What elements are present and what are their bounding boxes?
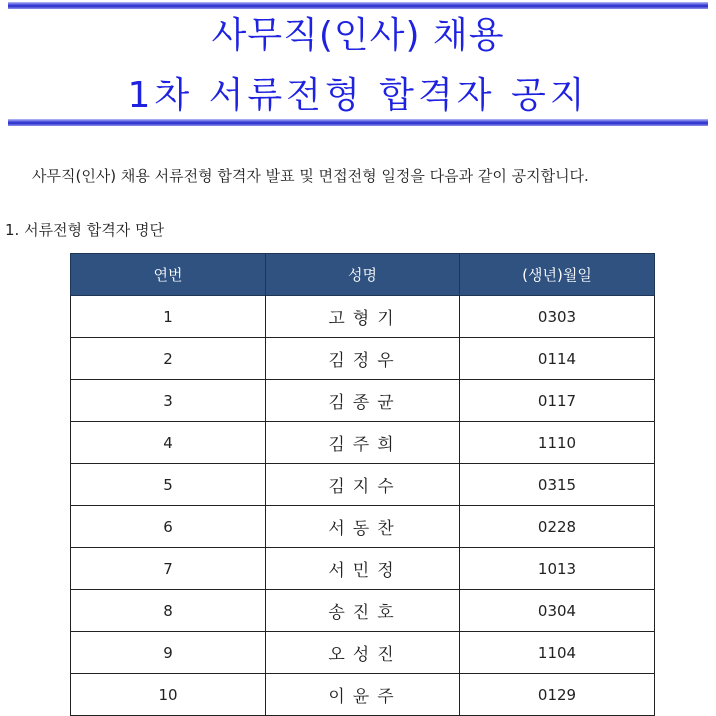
cell-name: 고형기	[266, 296, 460, 338]
table-row	[71, 422, 655, 464]
table-row	[71, 548, 655, 590]
intro-paragraph: 사무직(인사) 채용 서류전형 합격자 발표 및 면접전형 일정을 다음과 같이 공지합니다.	[32, 167, 589, 185]
page-title-line2: 1차 서류전형 합격자 공지	[127, 75, 589, 116]
cell-birthdate: 0303	[460, 296, 655, 338]
page-title-line1: 사무직(인사) 채용	[211, 15, 505, 56]
cell-birthdate: 0117	[460, 380, 655, 422]
table-row	[71, 380, 655, 422]
cell-number: 7	[71, 548, 266, 590]
cell-birthdate: 1104	[460, 632, 655, 674]
table-row	[71, 338, 655, 380]
cell-name: 김종균	[266, 380, 460, 422]
cell-number: 10	[71, 674, 266, 716]
table-row	[71, 674, 655, 716]
cell-name: 김지수	[266, 464, 460, 506]
cell-birthdate: 0315	[460, 464, 655, 506]
cell-birthdate: 1110	[460, 422, 655, 464]
cell-number: 9	[71, 632, 266, 674]
cell-number: 4	[71, 422, 266, 464]
section-heading-applicant-list: 1. 서류전형 합격자 명단	[5, 221, 165, 239]
cell-number: 6	[71, 506, 266, 548]
cell-name: 이윤주	[266, 674, 460, 716]
table-row	[71, 590, 655, 632]
cell-birthdate: 1013	[460, 548, 655, 590]
cell-name: 오성진	[266, 632, 460, 674]
cell-birthdate: 0228	[460, 506, 655, 548]
cell-name: 서동찬	[266, 506, 460, 548]
cell-birthdate: 0114	[460, 338, 655, 380]
cell-number: 8	[71, 590, 266, 632]
column-header-birthdate: (생년)월일	[460, 254, 655, 296]
cell-name: 서민정	[266, 548, 460, 590]
cell-name: 김정우	[266, 338, 460, 380]
cell-birthdate: 0129	[460, 674, 655, 716]
table-header-row	[71, 254, 655, 296]
cell-number: 3	[71, 380, 266, 422]
applicant-table	[70, 253, 655, 716]
title-banner	[8, 0, 708, 130]
table-row	[71, 296, 655, 338]
table-row	[71, 464, 655, 506]
table-row	[71, 506, 655, 548]
table-row	[71, 632, 655, 674]
cell-number: 1	[71, 296, 266, 338]
cell-name: 김주희	[266, 422, 460, 464]
cell-number: 5	[71, 464, 266, 506]
cell-number: 2	[71, 338, 266, 380]
banner-top-rule	[8, 2, 708, 9]
banner-bottom-rule	[8, 119, 708, 126]
column-header-number: 연번	[71, 254, 266, 296]
cell-birthdate: 0304	[460, 590, 655, 632]
column-header-name: 성명	[266, 254, 460, 296]
cell-name: 송진호	[266, 590, 460, 632]
